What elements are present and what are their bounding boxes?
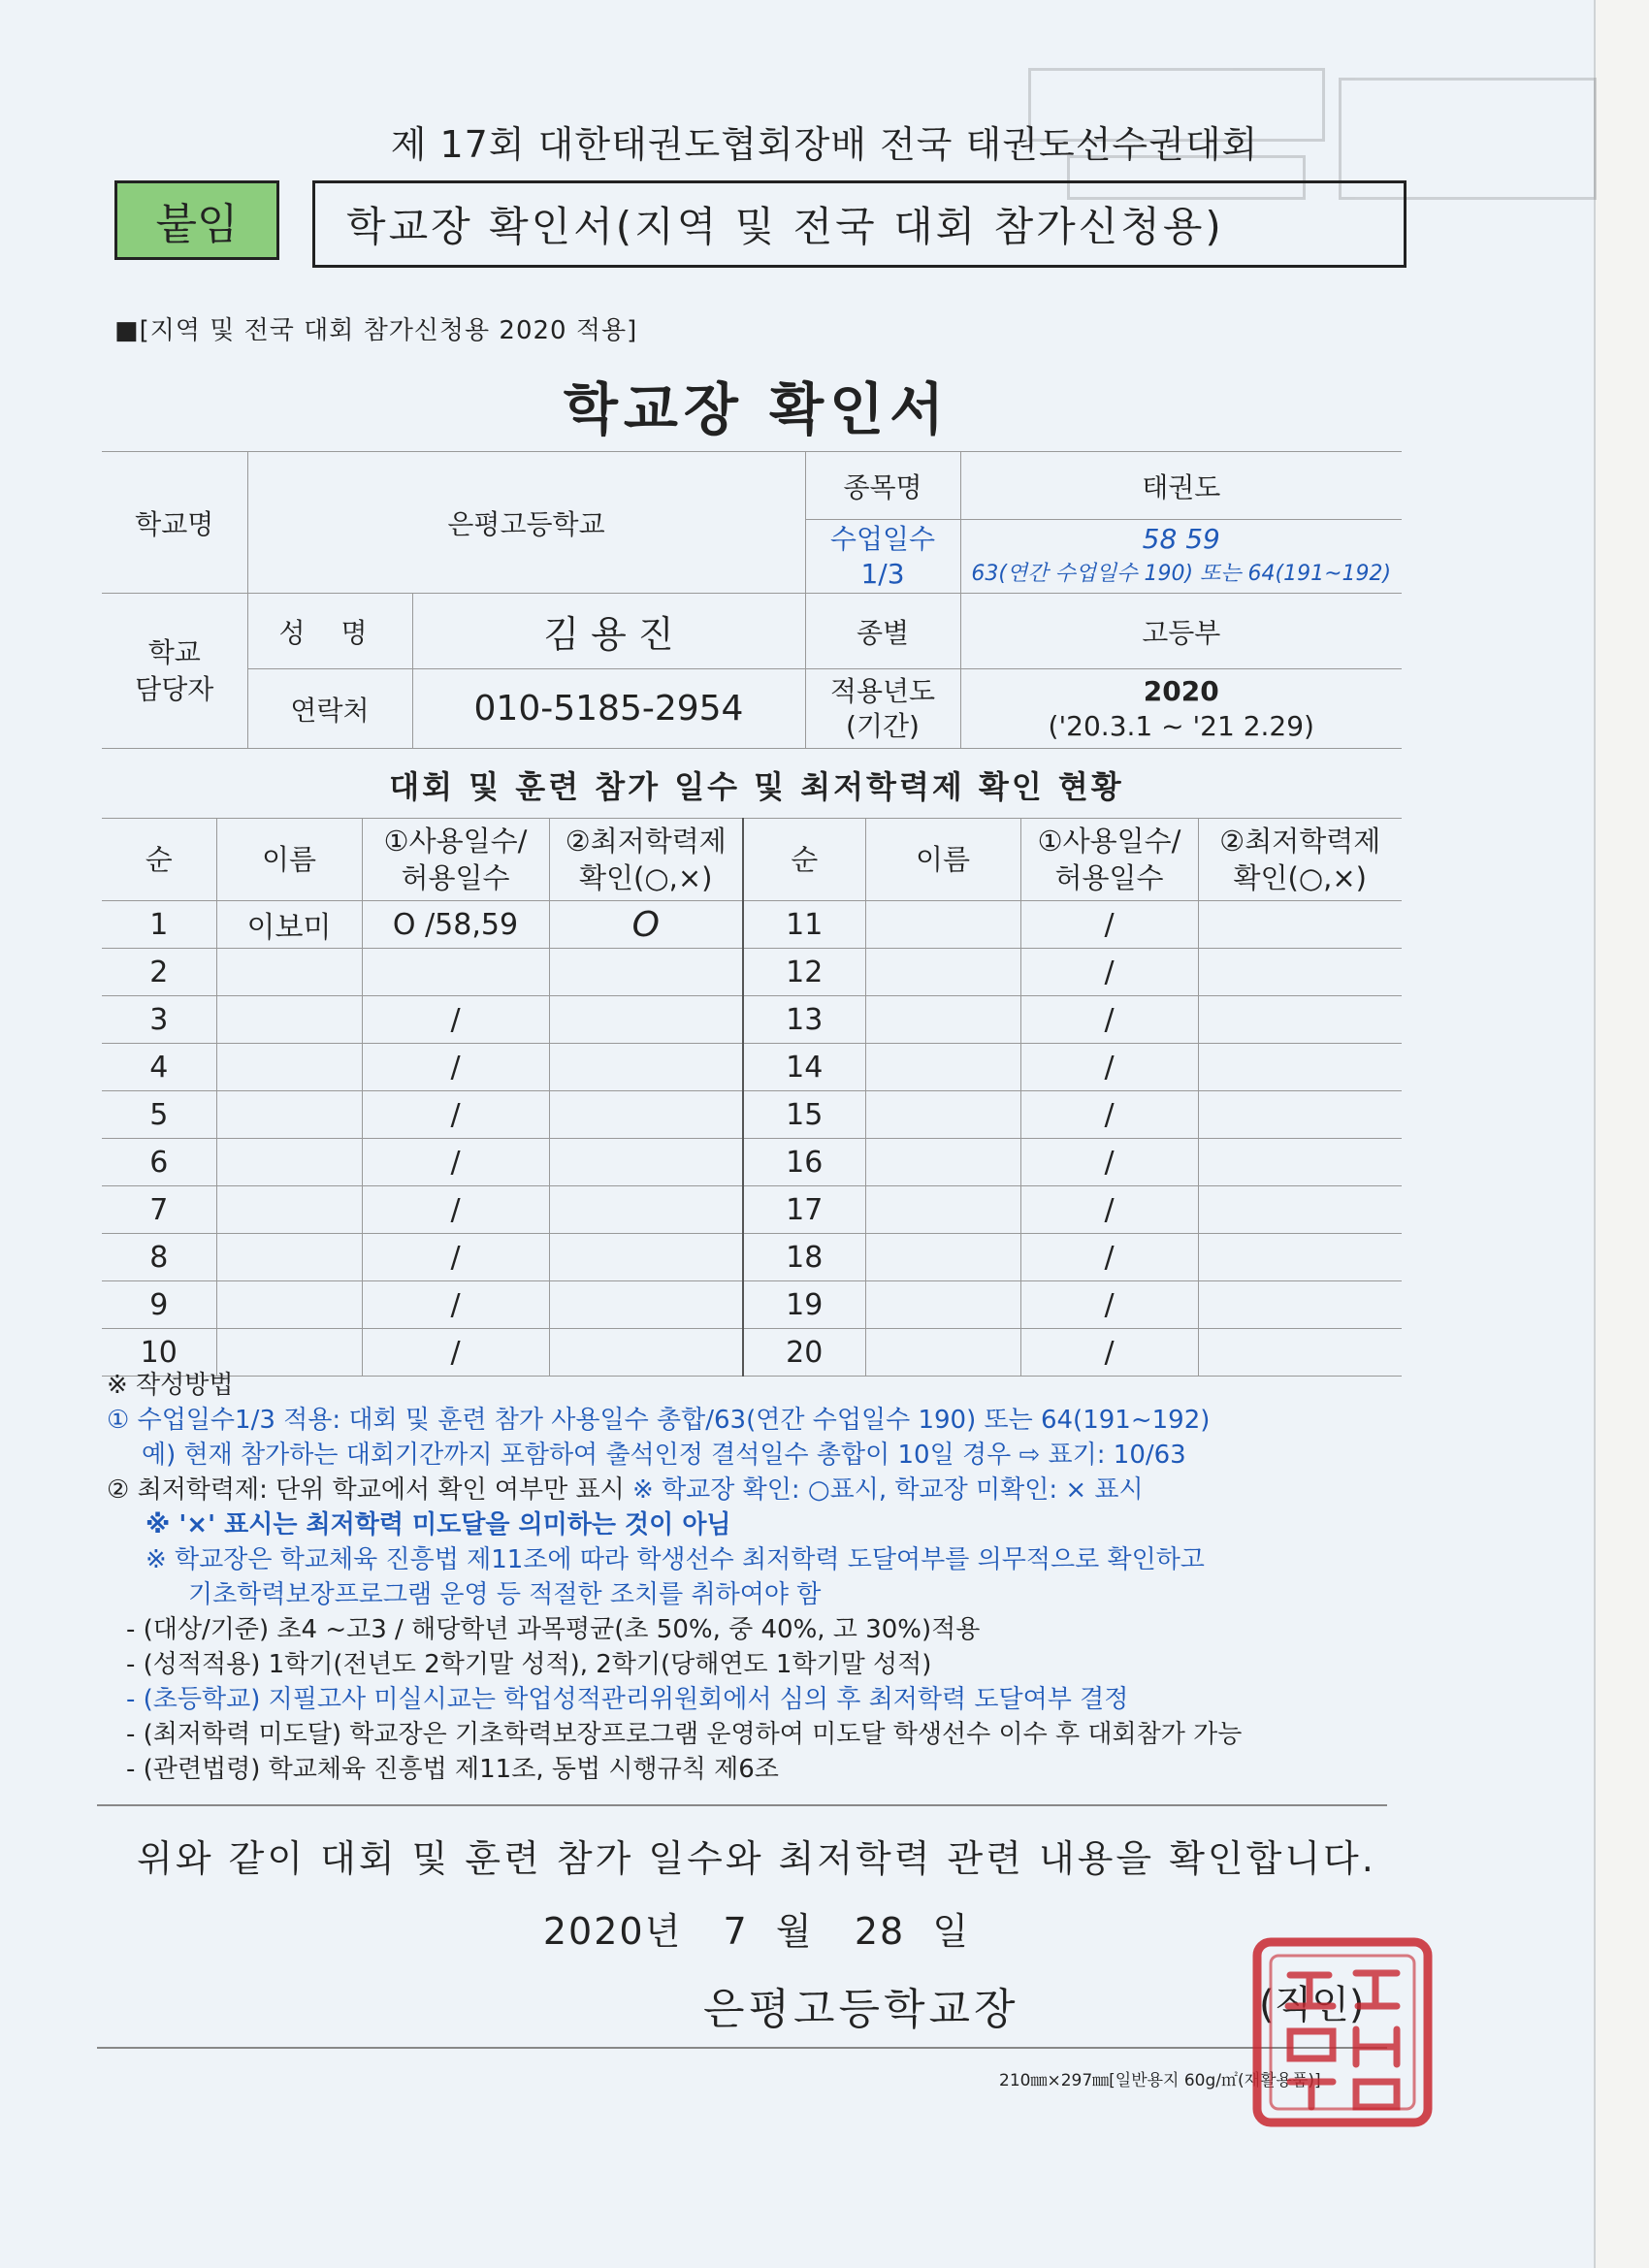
row-no: 9 xyxy=(102,1281,216,1329)
row-no: 1 xyxy=(102,901,216,949)
row-no: 6 xyxy=(102,1139,216,1186)
header-name-left: 이름 xyxy=(216,819,362,901)
detail-1: - (대상/기준) 초4 ~고3 / 해당학년 과목평균(초 50%, 중 40%, 고 30%)적용 xyxy=(126,1615,981,1644)
row-min xyxy=(549,1234,743,1281)
year-cell xyxy=(960,669,1402,749)
footer-divider xyxy=(97,2047,1387,2049)
manager-label xyxy=(102,594,247,749)
row-name xyxy=(216,1186,362,1234)
paper-size-note: 210㎜×297㎜[일반용지 60g/㎡(재활용품)] xyxy=(999,2071,1321,2090)
date-day: 28 xyxy=(854,1910,906,1953)
seal-placeholder: (직인) xyxy=(1259,1983,1365,2027)
header-min-right-1: ②최저학력제 xyxy=(1219,825,1381,858)
row-no: 14 xyxy=(743,1044,865,1091)
row-name xyxy=(216,1091,362,1139)
row-min xyxy=(1198,1044,1402,1091)
note-2b: ※ 학교장 확인: ○표시, 학교장 미확인: × 표시 xyxy=(632,1475,1144,1505)
notes-heading: ※ 작성방법 xyxy=(107,1371,234,1400)
year-label xyxy=(805,669,960,749)
header-no-left: 순 xyxy=(102,819,216,901)
row-min xyxy=(1198,949,1402,996)
note-2d: ※ 학교장은 학교체육 진흥법 제11조에 따라 학생선수 최저학력 도달여부를 의무적으로 확인하고 xyxy=(146,1545,1205,1574)
period-value: ('20.3.1 ~ '21 2.29) xyxy=(1048,709,1314,742)
division-label: 종별 xyxy=(805,594,960,669)
row-min xyxy=(549,1281,743,1329)
class-days-label-1: 수업일수 xyxy=(829,522,936,555)
table-row xyxy=(102,1186,1402,1234)
year-value: 2020 xyxy=(1143,674,1219,707)
summary-title: 대회 및 훈련 참가 일수 및 최저학력제 확인 현황 xyxy=(389,768,1124,805)
row-name xyxy=(216,1281,362,1329)
table-row xyxy=(102,1234,1402,1281)
header-days-left xyxy=(362,819,549,901)
note-2c: ※ '×' 표시는 최저학력 미도달을 의미하는 것이 아님 xyxy=(146,1510,731,1539)
confirm-statement: 위와 같이 대회 및 훈련 참가 일수와 최저학력 관련 내용을 확인합니다. xyxy=(137,1837,1376,1880)
row-min xyxy=(1198,996,1402,1044)
table-row xyxy=(102,949,1402,996)
row-name xyxy=(216,996,362,1044)
header-min-left-1: ②최저학력제 xyxy=(565,825,727,858)
allowed-days-note: 63(연간 수업일수 190) 또는 64(191~192) xyxy=(971,561,1392,586)
row-no: 4 xyxy=(102,1044,216,1091)
form-subtitle: 학교장 확인서(지역 및 전국 대회 참가신청용) xyxy=(312,180,1406,268)
row-name xyxy=(865,1281,1020,1329)
row-no: 3 xyxy=(102,996,216,1044)
detail-2: - (성적적용) 1학기(전년도 2학기말 성적), 2학기(당해연도 1학기말 성적) xyxy=(126,1650,932,1679)
row-days: / xyxy=(1020,1139,1198,1186)
school-info-table xyxy=(102,451,1402,749)
header-min-right xyxy=(1198,819,1402,901)
row-no: 5 xyxy=(102,1091,216,1139)
row-name xyxy=(865,1091,1020,1139)
apply-note: ■[지역 및 전국 대회 참가신청용 2020 적용] xyxy=(114,316,638,345)
row-min xyxy=(549,1186,743,1234)
header-min-left xyxy=(549,819,743,901)
row-no: 17 xyxy=(743,1186,865,1234)
row-min xyxy=(1198,1139,1402,1186)
row-min: O xyxy=(549,901,743,949)
division-value: 고등부 xyxy=(960,594,1402,669)
row-name xyxy=(216,1234,362,1281)
allowed-days: 58 59 xyxy=(1142,522,1220,555)
header-no-right: 순 xyxy=(743,819,865,901)
writing-instructions xyxy=(107,1368,1406,1787)
date-year-unit: 년 xyxy=(644,1910,683,1953)
detail-4: - (최저학력 미도달) 학교장은 기초학력보장프로그램 운영하여 미도달 학생선수 이수 후 대회참가 가능 xyxy=(126,1720,1243,1749)
date-year: 2020 xyxy=(542,1910,645,1953)
row-days: / xyxy=(1020,949,1198,996)
class-days-label xyxy=(805,520,960,594)
row-min xyxy=(1198,1091,1402,1139)
name-label: 성 명 xyxy=(247,594,412,669)
date-month: 7 xyxy=(723,1910,749,1953)
row-days: / xyxy=(362,1329,549,1377)
note-1b: 예) 현재 참가하는 대회기간까지 포함하여 출석인정 결석일수 총합이 10일 경우 ⇨ 표기: 10/63 xyxy=(142,1441,1186,1470)
year-label-1: 적용년도 xyxy=(829,674,936,707)
row-days: / xyxy=(362,1044,549,1091)
row-no: 2 xyxy=(102,949,216,996)
row-days: / xyxy=(1020,1234,1198,1281)
date-day-unit: 일 xyxy=(932,1910,971,1953)
detail-3: - (초등학교) 지필고사 미실시교는 학업성적관리위원회에서 심의 후 최저학력 도달여부 결정 xyxy=(126,1685,1129,1714)
row-no: 19 xyxy=(743,1281,865,1329)
row-min xyxy=(549,949,743,996)
row-no: 15 xyxy=(743,1091,865,1139)
table-row xyxy=(102,1091,1402,1139)
row-days: O /58,59 xyxy=(362,901,549,949)
date-month-unit: 월 xyxy=(775,1910,814,1953)
note-1a: ① 수업일수1/3 적용: 대회 및 훈련 참가 사용일수 총합/63(연간 수업일수 190) 또는 64(191~192) xyxy=(107,1406,1211,1435)
row-name xyxy=(865,1044,1020,1091)
row-days: / xyxy=(362,1139,549,1186)
row-days: / xyxy=(362,1281,549,1329)
principal-name: 은평고등학교장 xyxy=(703,1985,1019,2034)
row-min xyxy=(1198,1234,1402,1281)
year-label-2: (기간) xyxy=(846,709,920,742)
row-no: 10 xyxy=(102,1329,216,1377)
note-2a: ② 최저학력제: 단위 학교에서 확인 여부만 표시 xyxy=(107,1475,625,1505)
sport-label: 종목명 xyxy=(805,452,960,520)
class-days-label-2: 1/3 xyxy=(860,557,905,590)
row-min xyxy=(549,1044,743,1091)
row-days: / xyxy=(362,1186,549,1234)
detail-5: - (관련법령) 학교체육 진흥법 제11조, 동법 시행규칙 제6조 xyxy=(126,1755,779,1784)
row-days: / xyxy=(1020,1329,1198,1377)
table-header-row xyxy=(102,819,1402,901)
school-name: 은평고등학교 xyxy=(247,452,805,594)
table-row xyxy=(102,1139,1402,1186)
row-min xyxy=(1198,1281,1402,1329)
row-days: / xyxy=(362,996,549,1044)
header-min-right-2: 확인(○,×) xyxy=(1233,861,1367,894)
header-days-right-1: ①사용일수/ xyxy=(1037,825,1181,858)
contact-value: 010-5185-2954 xyxy=(412,669,805,749)
table-row xyxy=(102,901,1402,949)
allowed-days-cell xyxy=(960,520,1402,594)
row-no: 12 xyxy=(743,949,865,996)
participation-table xyxy=(102,818,1402,1377)
row-days: / xyxy=(1020,1186,1198,1234)
row-no: 7 xyxy=(102,1186,216,1234)
row-no: 18 xyxy=(743,1234,865,1281)
header-min-left-2: 확인(○,×) xyxy=(579,861,713,894)
row-days: / xyxy=(1020,1091,1198,1139)
scanner-edge xyxy=(1594,0,1649,2268)
manager-label-1: 학교 xyxy=(147,635,201,668)
header-days-right xyxy=(1020,819,1198,901)
contact-label: 연락처 xyxy=(247,669,412,749)
sport-value: 태권도 xyxy=(960,452,1402,520)
row-name xyxy=(865,1186,1020,1234)
row-name xyxy=(865,1139,1020,1186)
competition-title: 제 17회 대한태권도협회장배 전국 태권도선수권대회 xyxy=(390,123,1259,166)
manager-name: 김 용 진 xyxy=(412,594,805,669)
row-min xyxy=(1198,901,1402,949)
row-days: / xyxy=(1020,901,1198,949)
row-no: 20 xyxy=(743,1329,865,1377)
table-row xyxy=(102,996,1402,1044)
row-name xyxy=(216,1139,362,1186)
school-label: 학교명 xyxy=(102,452,247,594)
row-min xyxy=(1198,1186,1402,1234)
row-name: 이보미 xyxy=(216,901,362,949)
header-name-right: 이름 xyxy=(865,819,1020,901)
row-name xyxy=(865,949,1020,996)
row-days: / xyxy=(1020,1044,1198,1091)
row-days: / xyxy=(1020,1281,1198,1329)
row-min xyxy=(549,1139,743,1186)
row-days: / xyxy=(362,1234,549,1281)
header-days-left-1: ①사용일수/ xyxy=(383,825,528,858)
school-seal-icon xyxy=(1251,1936,1434,2128)
row-days xyxy=(362,949,549,996)
table-row xyxy=(102,1281,1402,1329)
row-no: 8 xyxy=(102,1234,216,1281)
row-min xyxy=(549,1091,743,1139)
manager-label-2: 담당자 xyxy=(135,672,214,705)
row-name xyxy=(216,1044,362,1091)
row-days: / xyxy=(1020,996,1198,1044)
row-name xyxy=(865,1234,1020,1281)
notes-divider xyxy=(97,1804,1387,1806)
row-no: 16 xyxy=(743,1139,865,1186)
note-2e: 기초학력보장프로그램 운영 등 적절한 조치를 취하여야 함 xyxy=(188,1580,822,1609)
row-min xyxy=(549,996,743,1044)
table-row xyxy=(102,1044,1402,1091)
header-days-left-2: 허용일수 xyxy=(401,861,510,894)
row-days: / xyxy=(362,1091,549,1139)
document-title: 학교장 확인서 xyxy=(563,376,951,442)
row-name xyxy=(865,996,1020,1044)
header-days-right-2: 허용일수 xyxy=(1054,861,1164,894)
row-name xyxy=(216,949,362,996)
row-no: 13 xyxy=(743,996,865,1044)
row-no: 11 xyxy=(743,901,865,949)
row-name xyxy=(865,901,1020,949)
note-2 xyxy=(107,1473,1406,1507)
attachment-tag: 붙임 xyxy=(114,180,279,260)
